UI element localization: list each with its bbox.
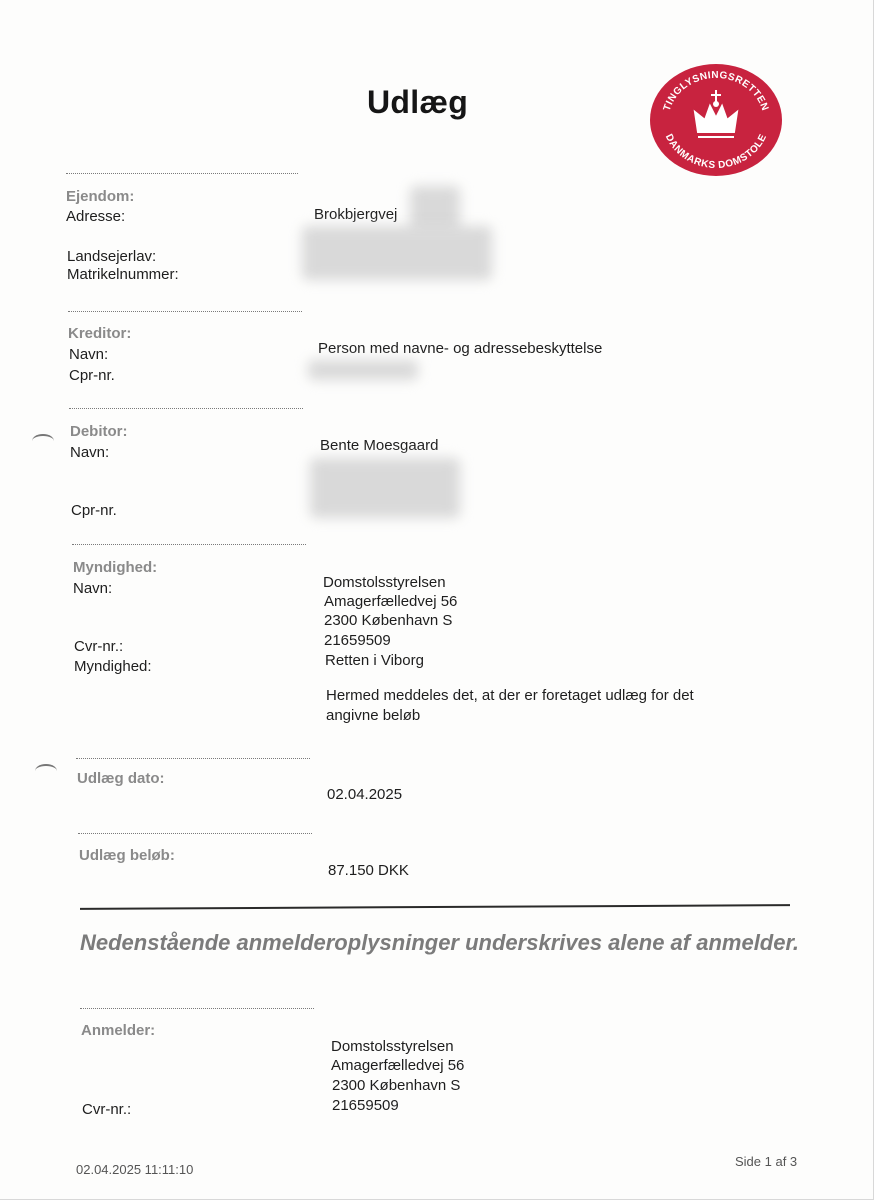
adresse-label: Adresse: [66,208,126,225]
myndighed-section-label: Myndighed: [73,559,158,576]
myndighed-cvr: 21659509 [324,632,391,649]
udlaeg-dato-label: Udlæg dato: [77,770,165,787]
divider [66,173,298,174]
footer-timestamp: 02.04.2025 11:11:10 [76,1162,194,1177]
kreditor-navn-value: Person med navne- og adressebeskyttelse [318,340,603,357]
myndighed-label: Myndighed: [74,658,152,675]
redacted-field [302,226,492,280]
udlaeg-beloeb-label: Udlæg beløb: [79,847,175,864]
divider [69,408,303,409]
horizontal-rule [80,904,790,910]
punch-hole-mark [35,764,57,778]
debitor-section-label: Debitor: [70,423,128,440]
anmelder-city: 2300 København S [332,1077,461,1094]
punch-hole-mark [32,434,54,448]
anmelder-name: Domstolsstyrelsen [331,1038,454,1055]
page-title: Udlæg [367,84,469,120]
svg-text:DANMARKS DOMSTOLE: DANMARKS DOMSTOLE [662,132,770,172]
anmelder-cvr: 21659509 [332,1097,399,1114]
kreditor-section-label: Kreditor: [68,325,132,342]
court-stamp-logo [648,62,784,178]
debitor-navn-label: Navn: [70,444,110,461]
redacted-field [310,458,460,518]
udlaeg-beloeb-value: 87.150 DKK [328,862,409,879]
divider [68,311,302,312]
landsejerlav-label: Landsejerlav: [67,248,157,265]
anmelder-notice: Nedenstående anmelderoplysninger underskrives alene af anmelder. [80,930,799,955]
anmelder-section-label: Anmelder: [81,1022,156,1039]
udlaeg-dato-value: 02.04.2025 [327,786,403,803]
myndighed-navn-label: Navn: [73,580,113,597]
myndighed-city: 2300 København S [324,612,453,629]
myndighed-court: Retten i Viborg [325,652,424,669]
cvr-label: Cvr-nr.: [74,638,124,655]
svg-text:TINGLYSNINGSRETTEN: TINGLYSNINGSRETTEN [661,69,771,113]
myndighed-street: Amagerfælledvej 56 [324,593,458,610]
notice-message-line1: Hermed meddeles det, at der er foretaget udlæg for det [326,687,694,704]
matrikelnummer-label: Matrikelnummer: [67,266,179,283]
footer-page-number: Side 1 af 3 [735,1154,798,1169]
notice-message-line2: angivne beløb [326,707,421,724]
anmelder-cvr-label: Cvr-nr.: [82,1101,132,1118]
divider [72,544,306,545]
divider [80,1008,314,1009]
anmelder-street: Amagerfælledvej 56 [331,1057,465,1074]
kreditor-navn-label: Navn: [69,346,109,363]
debitor-navn-value: Bente Moesgaard [320,437,439,454]
debitor-cpr-label: Cpr-nr. [71,502,117,519]
divider [78,833,312,834]
kreditor-cpr-label: Cpr-nr. [69,367,115,384]
divider [76,758,310,759]
myndighed-name: Domstolsstyrelsen [323,574,446,591]
redacted-field [308,360,418,380]
adresse-value: Brokbjergvej [314,206,398,223]
ejendom-section-label: Ejendom: [66,188,135,205]
